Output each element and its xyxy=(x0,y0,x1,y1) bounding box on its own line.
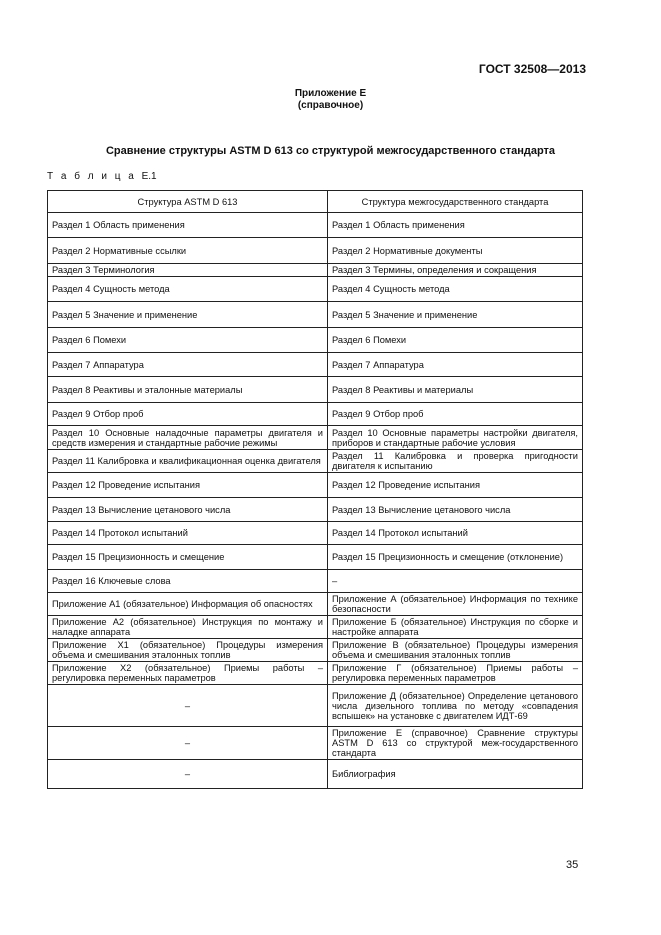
cell-astm: Раздел 12 Проведение испытания xyxy=(48,473,328,498)
cell-interstate: Раздел 7 Аппаратура xyxy=(328,353,583,377)
cell-astm: Раздел 1 Область применения xyxy=(48,213,328,238)
table-row xyxy=(48,377,583,403)
table-label-number: Е.1 xyxy=(141,171,157,182)
table-row xyxy=(48,760,583,789)
table-row xyxy=(48,213,583,238)
table-row xyxy=(48,473,583,498)
table-row xyxy=(48,264,583,277)
annex-status: (справочное) xyxy=(297,100,364,111)
cell-astm: – xyxy=(48,727,328,760)
table-row xyxy=(48,426,583,450)
cell-interstate: Раздел 3 Термины, определения и сокращения xyxy=(328,264,583,277)
table-label xyxy=(47,171,157,182)
cell-interstate: Приложение Б (обязательное) Инструкция по сборке и настройке аппарата xyxy=(328,616,583,639)
annex-title: Приложение Е xyxy=(294,88,367,99)
document-code: ГОСТ 32508—2013 xyxy=(478,62,586,76)
table-row xyxy=(48,727,583,760)
cell-interstate: Приложение А (обязательное) Информация по технике безопасности xyxy=(328,593,583,616)
cell-astm: Раздел 14 Протокол испытаний xyxy=(48,522,328,545)
cell-astm: Раздел 4 Сущность метода xyxy=(48,277,328,302)
cell-interstate: Раздел 15 Прецизионность и смещение (отклонение) xyxy=(328,545,583,570)
cell-astm: Раздел 6 Помехи xyxy=(48,328,328,353)
cell-astm: – xyxy=(48,760,328,789)
cell-interstate: Раздел 8 Реактивы и материалы xyxy=(328,377,583,403)
table-row xyxy=(48,238,583,264)
cell-astm: Раздел 9 Отбор проб xyxy=(48,403,328,426)
cell-interstate: Приложение Г (обязательное) Приемы работы – регулировка переменных параметров xyxy=(328,662,583,685)
cell-interstate: Приложение Е (справочное) Сравнение структуры ASTM D 613 со структурой меж-государственного стандарта xyxy=(328,727,583,760)
cell-interstate: Библиография xyxy=(328,760,583,789)
cell-interstate: Раздел 14 Протокол испытаний xyxy=(328,522,583,545)
table-row xyxy=(48,353,583,377)
table-row xyxy=(48,593,583,616)
table-row xyxy=(48,570,583,593)
table-row xyxy=(48,277,583,302)
table-row xyxy=(48,662,583,685)
cell-interstate: – xyxy=(328,570,583,593)
table-row xyxy=(48,522,583,545)
section-title: Сравнение структуры ASTM D 613 со структурой межгосударственного стандарта xyxy=(105,145,556,157)
cell-interstate: Раздел 13 Вычисление цетанового числа xyxy=(328,498,583,522)
cell-interstate: Раздел 9 Отбор проб xyxy=(328,403,583,426)
cell-astm: Раздел 3 Терминология xyxy=(48,264,328,277)
cell-astm: Раздел 10 Основные наладочные параметры двигателя и средств измерения и стандартные рабочие режимы xyxy=(48,426,328,450)
table-row xyxy=(48,639,583,662)
header-interstate-structure: Структура межгосударственного стандарта xyxy=(328,191,583,213)
table-row xyxy=(48,403,583,426)
table-row xyxy=(48,328,583,353)
table-row xyxy=(48,302,583,328)
cell-astm: Приложение Х1 (обязательное) Процедуры измерения объема и смешивания эталонных топлив xyxy=(48,639,328,662)
cell-astm: Раздел 8 Реактивы и эталонные материалы xyxy=(48,377,328,403)
table-row xyxy=(48,545,583,570)
cell-interstate: Приложение Д (обязательное) Определение цетанового числа дизельного топлива по методу «совпадения вспышек» на установке с двигателем ИДТ-69 xyxy=(328,685,583,727)
cell-astm: Раздел 15 Прецизионность и смещение xyxy=(48,545,328,570)
cell-astm: Раздел 5 Значение и применение xyxy=(48,302,328,328)
comparison-table xyxy=(47,190,583,789)
cell-interstate: Раздел 12 Проведение испытания xyxy=(328,473,583,498)
cell-astm: Приложение А1 (обязательное) Информация об опасностях xyxy=(48,593,328,616)
cell-interstate: Раздел 4 Сущность метода xyxy=(328,277,583,302)
cell-interstate: Раздел 10 Основные параметры настройки двигателя, приборов и стандартные рабочие условия xyxy=(328,426,583,450)
table-row xyxy=(48,498,583,522)
cell-astm: Приложение А2 (обязательное) Инструкция по монтажу и наладке аппарата xyxy=(48,616,328,639)
cell-interstate: Раздел 5 Значение и применение xyxy=(328,302,583,328)
cell-interstate: Раздел 6 Помехи xyxy=(328,328,583,353)
table-header-row xyxy=(48,191,583,213)
table-row xyxy=(48,616,583,639)
cell-astm: Раздел 11 Калибровка и квалификационная оценка двигателя xyxy=(48,450,328,473)
cell-astm: Раздел 7 Аппаратура xyxy=(48,353,328,377)
cell-astm: Раздел 2 Нормативные ссылки xyxy=(48,238,328,264)
table-label-word: Т а б л и ц а xyxy=(47,171,137,182)
cell-interstate: Раздел 11 Калибровка и проверка пригодности двигателя к испытанию xyxy=(328,450,583,473)
cell-astm: Приложение Х2 (обязательное) Приемы работы – регулировка переменных параметров xyxy=(48,662,328,685)
cell-interstate: Раздел 1 Область применения xyxy=(328,213,583,238)
table-body xyxy=(48,213,583,789)
header-astm-structure: Структура ASTM D 613 xyxy=(48,191,328,213)
cell-astm: Раздел 13 Вычисление цетанового числа xyxy=(48,498,328,522)
cell-interstate: Приложение В (обязательное) Процедуры измерения объема и смешивания эталонных топлив xyxy=(328,639,583,662)
cell-astm: Раздел 16 Ключевые слова xyxy=(48,570,328,593)
cell-interstate: Раздел 2 Нормативные документы xyxy=(328,238,583,264)
table-row xyxy=(48,685,583,727)
cell-astm: – xyxy=(48,685,328,727)
table-row xyxy=(48,450,583,473)
page-number: 35 xyxy=(566,859,579,871)
